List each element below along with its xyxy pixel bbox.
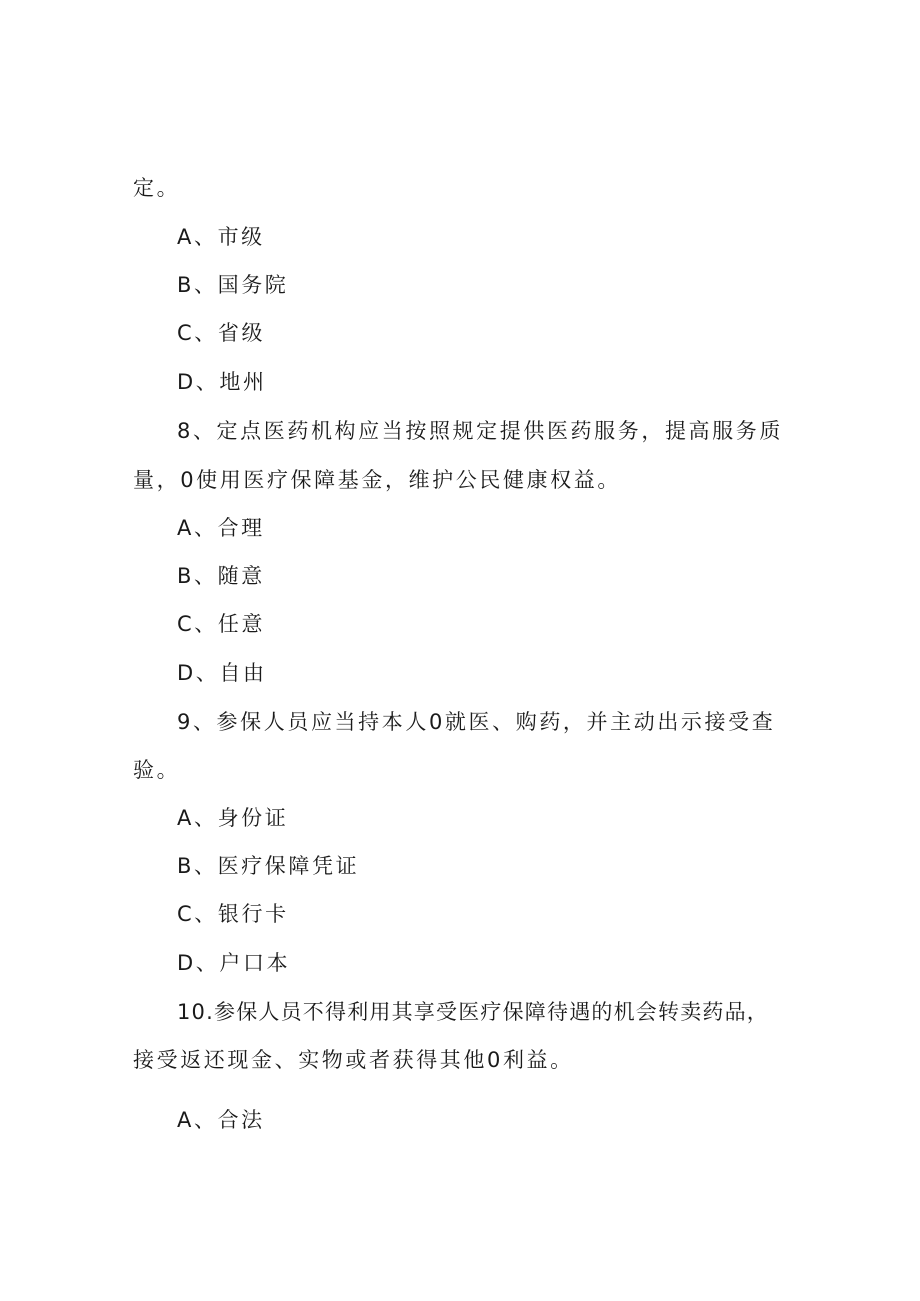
question-8-line-1: 8、定点医药机构应当按照规定提供医药服务，提高服务质 <box>177 419 783 443</box>
question-9-line-1: 9、参保人员应当持本人0就医、购药，并主动出示接受查 <box>177 710 776 734</box>
q7-option-b: B、国务院 <box>177 273 289 297</box>
q7-option-c: C、省级 <box>177 321 266 345</box>
question-7-tail: 定。 <box>133 176 181 200</box>
q9-option-d: D、户口本 <box>177 951 291 975</box>
q7-option-d: D、地州 <box>177 370 267 394</box>
question-10-line-1: 10.参保人员不得利用其享受医疗保障待遇的机会转卖药品， <box>177 1000 769 1024</box>
q8-option-d: D、自由 <box>177 661 267 685</box>
q8-option-b: B、随意 <box>177 564 265 588</box>
q8-option-a: A、合理 <box>177 516 265 540</box>
question-10-line-2: 接受返还现金、实物或者获得其他0利益。 <box>133 1048 574 1072</box>
question-9-line-2: 验。 <box>133 758 181 782</box>
q9-option-a: A、身份证 <box>177 806 289 830</box>
q9-option-b: B、医疗保障凭证 <box>177 854 360 878</box>
question-8-line-2: 量，0使用医疗保障基金，维护公民健康权益。 <box>133 468 621 492</box>
q8-option-c: C、任意 <box>177 612 266 636</box>
q10-option-a: A、合法 <box>177 1108 265 1132</box>
q9-option-c: C、银行卡 <box>177 902 289 926</box>
q7-option-a: A、市级 <box>177 225 265 249</box>
